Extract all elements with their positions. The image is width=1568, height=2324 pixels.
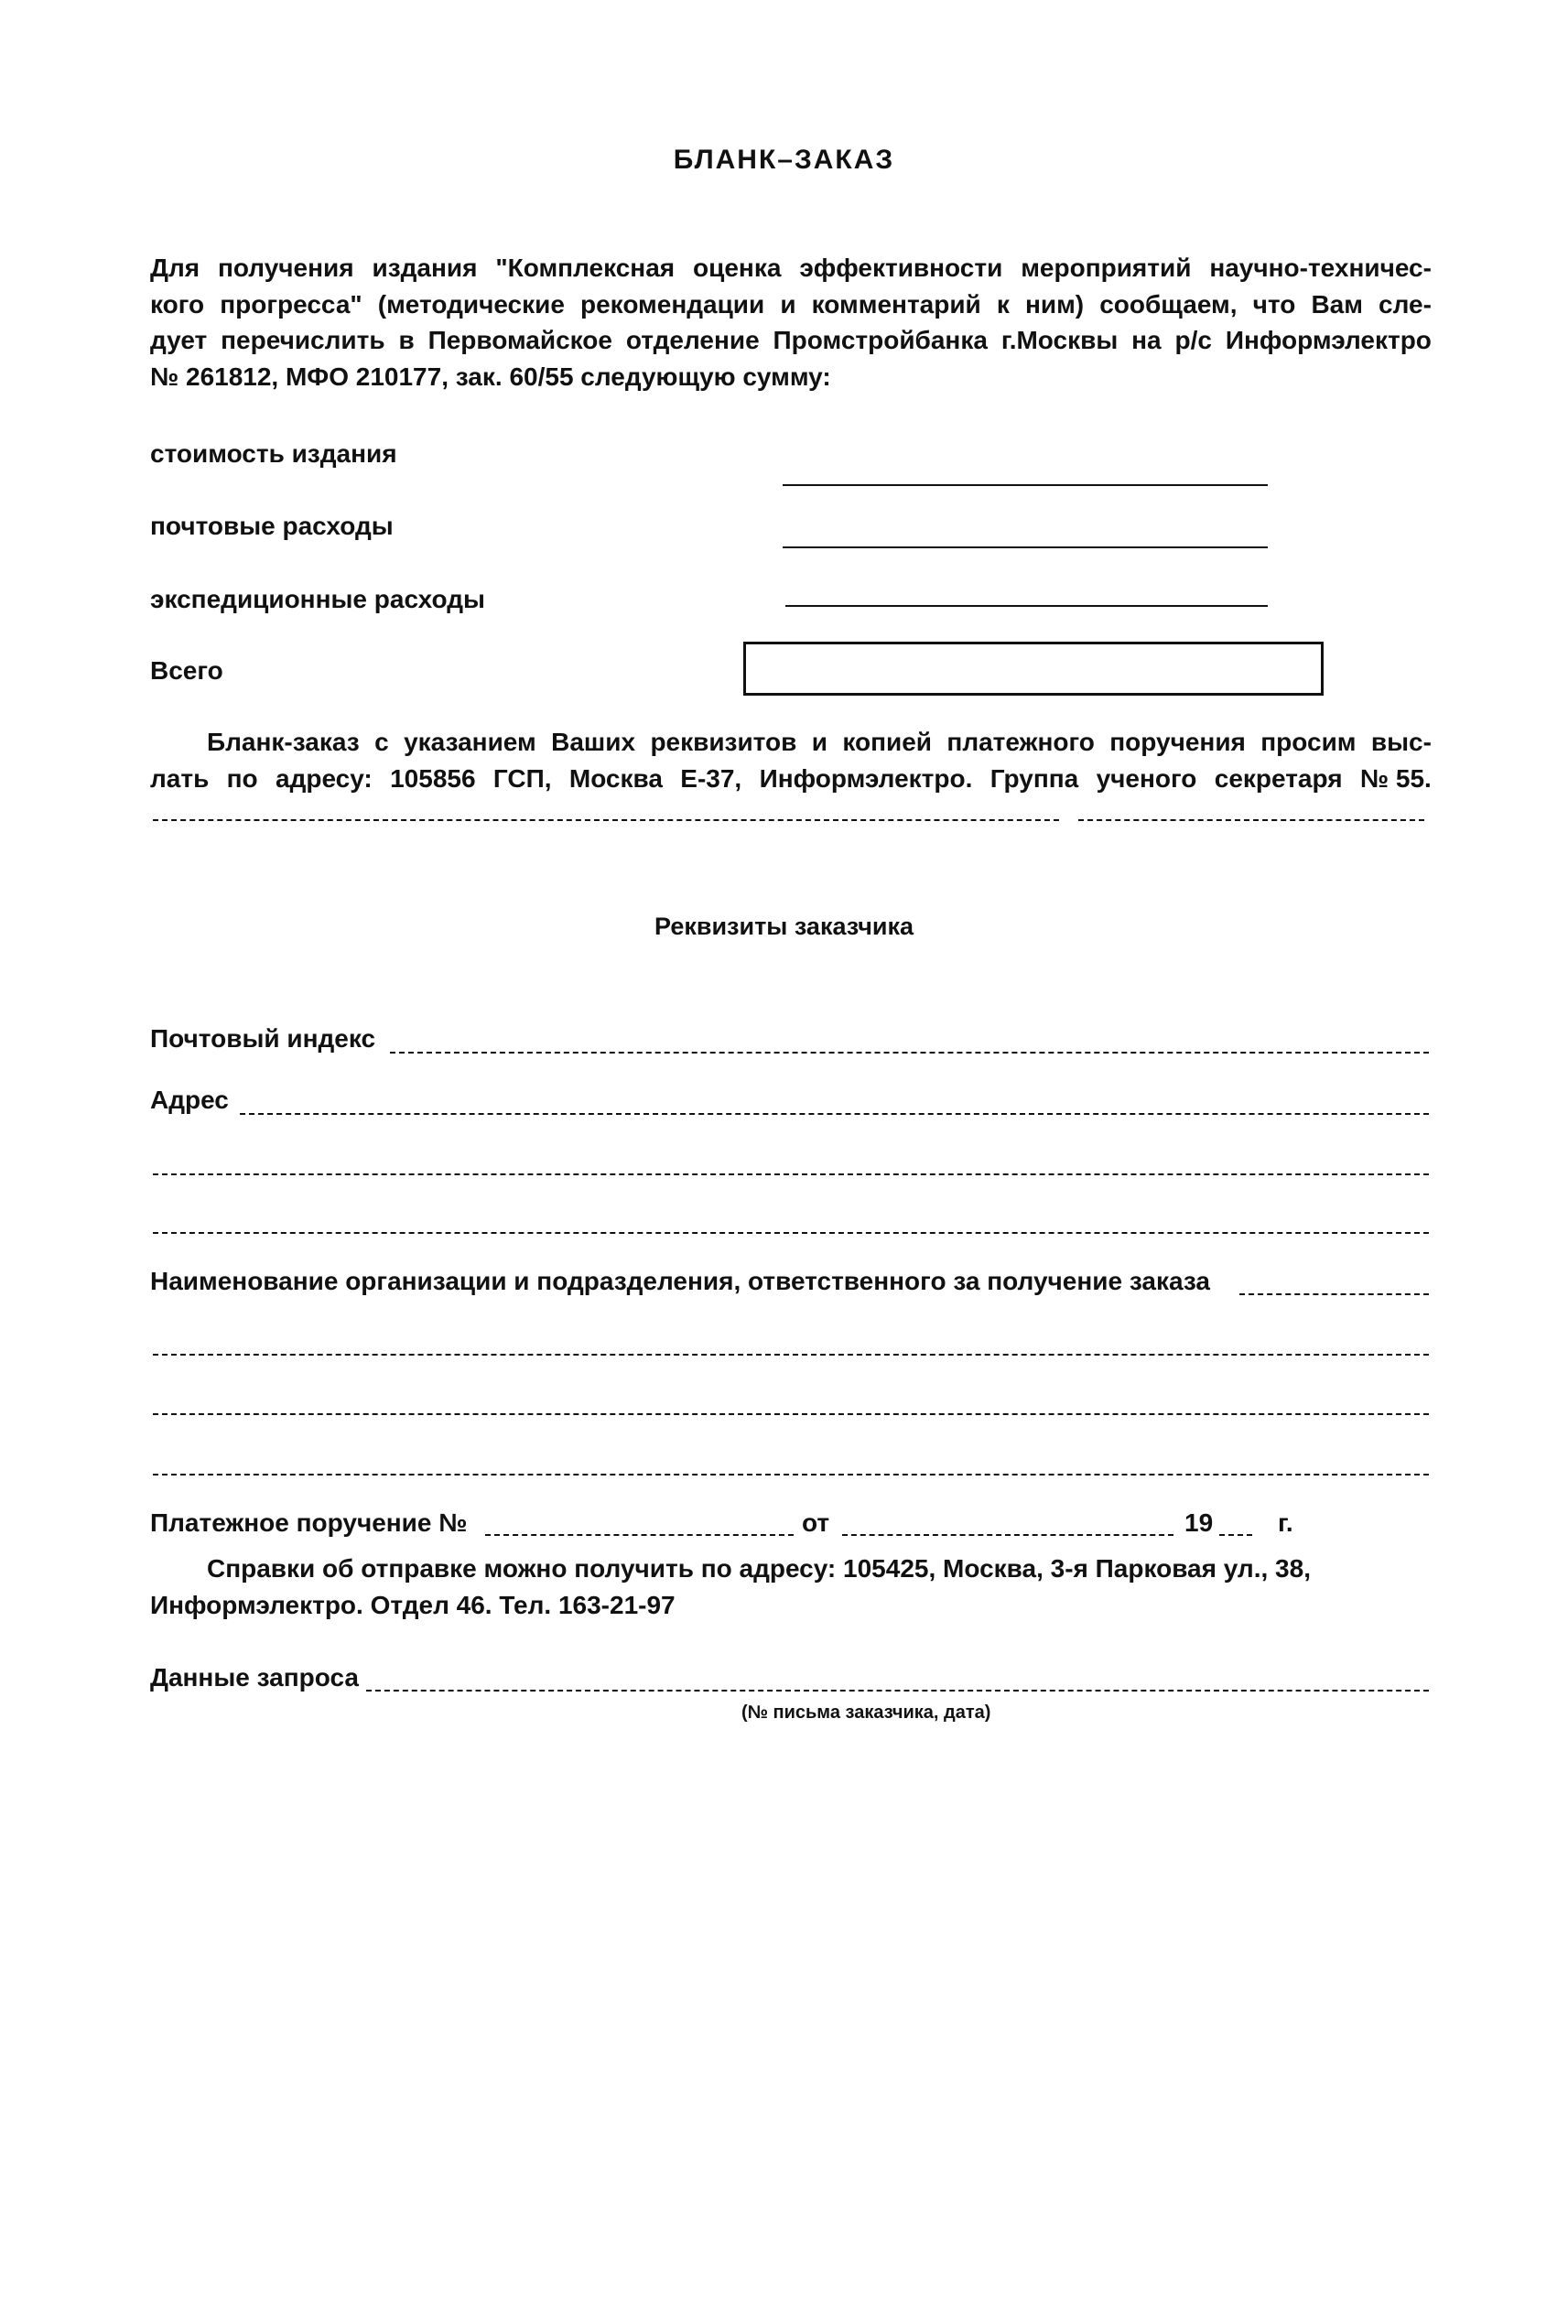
word: Е-37, bbox=[680, 763, 742, 793]
word: что bbox=[1252, 289, 1296, 319]
request-label: Данные запроса bbox=[150, 1663, 359, 1692]
word: в bbox=[398, 326, 415, 354]
word: сле- bbox=[1379, 289, 1432, 319]
payment-order-number-field[interactable] bbox=[485, 1534, 794, 1536]
word: Вам bbox=[1311, 289, 1363, 319]
total-label: Всего bbox=[150, 656, 223, 685]
word: прогресса" bbox=[220, 289, 362, 319]
payment-order-year-field[interactable] bbox=[1219, 1534, 1252, 1536]
word: по bbox=[226, 763, 258, 793]
word: научно-техничес- bbox=[1209, 254, 1432, 282]
word: г.Москвы bbox=[1000, 326, 1119, 354]
postal-index-field[interactable] bbox=[390, 1052, 1429, 1054]
word: и bbox=[780, 289, 796, 319]
word: Первомайское bbox=[427, 326, 612, 354]
address-field[interactable] bbox=[240, 1113, 1429, 1115]
organization-field-line-2[interactable] bbox=[153, 1354, 1429, 1356]
intro-line-3 bbox=[150, 322, 1432, 359]
word: ним) bbox=[1024, 289, 1085, 319]
send-line-2 bbox=[150, 761, 1432, 797]
word: оценка bbox=[693, 254, 782, 282]
word: адресу: bbox=[276, 763, 373, 793]
send-underline-right bbox=[1078, 819, 1424, 821]
word: на bbox=[1131, 326, 1162, 354]
word: эффективности bbox=[799, 254, 1003, 282]
request-field[interactable] bbox=[366, 1690, 1429, 1692]
organization-field[interactable] bbox=[1239, 1293, 1429, 1295]
word: Москва bbox=[568, 763, 663, 793]
organization-label: Наименование организации и подразделения, ответственного за получение заказа bbox=[150, 1267, 1211, 1295]
payment-order-label: Платежное поручение № bbox=[150, 1508, 468, 1537]
word: отделение bbox=[625, 326, 760, 354]
total-box[interactable] bbox=[743, 642, 1324, 696]
word: ученого bbox=[1096, 763, 1197, 793]
word: с bbox=[374, 728, 389, 756]
word: Бланк-заказ bbox=[207, 728, 360, 756]
word: мероприятий bbox=[1021, 254, 1192, 282]
intro-line-4: № 261812, МФО 210177, зак. 60/55 следующую сумму: bbox=[150, 362, 831, 391]
payment-order-year-prefix: 19 bbox=[1184, 1508, 1214, 1537]
word: реквизитов bbox=[650, 728, 797, 756]
word: 105856 bbox=[390, 763, 476, 793]
postal-cost-label: почтовые расходы bbox=[150, 512, 394, 540]
word: и bbox=[811, 728, 827, 756]
edition-cost-field[interactable] bbox=[783, 484, 1268, 486]
intro-line-1 bbox=[150, 250, 1432, 286]
payment-order-year-suffix: г. bbox=[1278, 1508, 1293, 1537]
payment-order-date-field[interactable] bbox=[842, 1534, 1173, 1536]
word: р/с bbox=[1174, 326, 1212, 354]
word: Информэлектро bbox=[1225, 326, 1432, 354]
word: поручения bbox=[1109, 728, 1246, 756]
word: к bbox=[996, 289, 1010, 319]
address-field-line-2[interactable] bbox=[153, 1173, 1429, 1175]
send-paragraph bbox=[150, 724, 1432, 796]
word: рекомендации bbox=[580, 289, 765, 319]
word: выс- bbox=[1370, 728, 1432, 756]
word: сообщаем, bbox=[1099, 289, 1238, 319]
word: издания bbox=[372, 254, 478, 282]
forwarding-cost-label: экспедиционные расходы bbox=[150, 585, 485, 613]
organization-field-line-3[interactable] bbox=[153, 1413, 1429, 1415]
send-underline-left bbox=[153, 819, 1059, 821]
intro-paragraph bbox=[150, 250, 1432, 395]
postal-index-label: Почтовый индекс bbox=[150, 1024, 376, 1053]
word: ГСП, bbox=[492, 763, 552, 793]
word: (методические bbox=[377, 289, 565, 319]
form-title: БЛАНК–ЗАКАЗ bbox=[673, 145, 895, 175]
inquiry-line-1: Справки об отправке можно получить по адресу: 105425, Москва, 3-я Парковая ул., 38, bbox=[207, 1554, 1311, 1583]
word: Промстройбанка bbox=[773, 326, 988, 354]
send-line-1 bbox=[150, 724, 1432, 761]
word: просим bbox=[1260, 728, 1357, 756]
address-field-line-3[interactable] bbox=[153, 1232, 1429, 1234]
intro-line-2 bbox=[150, 286, 1432, 323]
word: комментарий bbox=[811, 289, 981, 319]
request-caption: (№ письма заказчика, дата) bbox=[741, 1702, 991, 1723]
word: дует bbox=[150, 326, 208, 354]
forwarding-cost-field[interactable] bbox=[785, 605, 1268, 607]
word: платежного bbox=[946, 728, 1095, 756]
word: кого bbox=[150, 289, 205, 319]
postal-cost-field[interactable] bbox=[783, 546, 1268, 548]
word: перечислить bbox=[221, 326, 385, 354]
word: секретаря bbox=[1214, 763, 1343, 793]
word: Ваших bbox=[551, 728, 636, 756]
address-label: Адрес bbox=[150, 1086, 229, 1114]
customer-heading: Реквизиты заказчика bbox=[654, 913, 914, 940]
payment-order-from-label: от bbox=[802, 1508, 830, 1537]
word: "Комплексная bbox=[495, 254, 676, 282]
edition-cost-label: стоимость издания bbox=[150, 439, 397, 468]
word: № 55. bbox=[1359, 763, 1432, 793]
word: копией bbox=[842, 728, 933, 756]
organization-field-line-4[interactable] bbox=[153, 1474, 1429, 1475]
inquiry-line-2: Информэлектро. Отдел 46. Тел. 163-21-97 bbox=[150, 1591, 676, 1619]
word: лать bbox=[150, 763, 210, 793]
word: получения bbox=[217, 254, 354, 282]
word: Для bbox=[150, 254, 200, 282]
word: Группа bbox=[989, 763, 1079, 793]
word: Информэлектро. bbox=[759, 763, 973, 793]
word: указанием bbox=[404, 728, 536, 756]
